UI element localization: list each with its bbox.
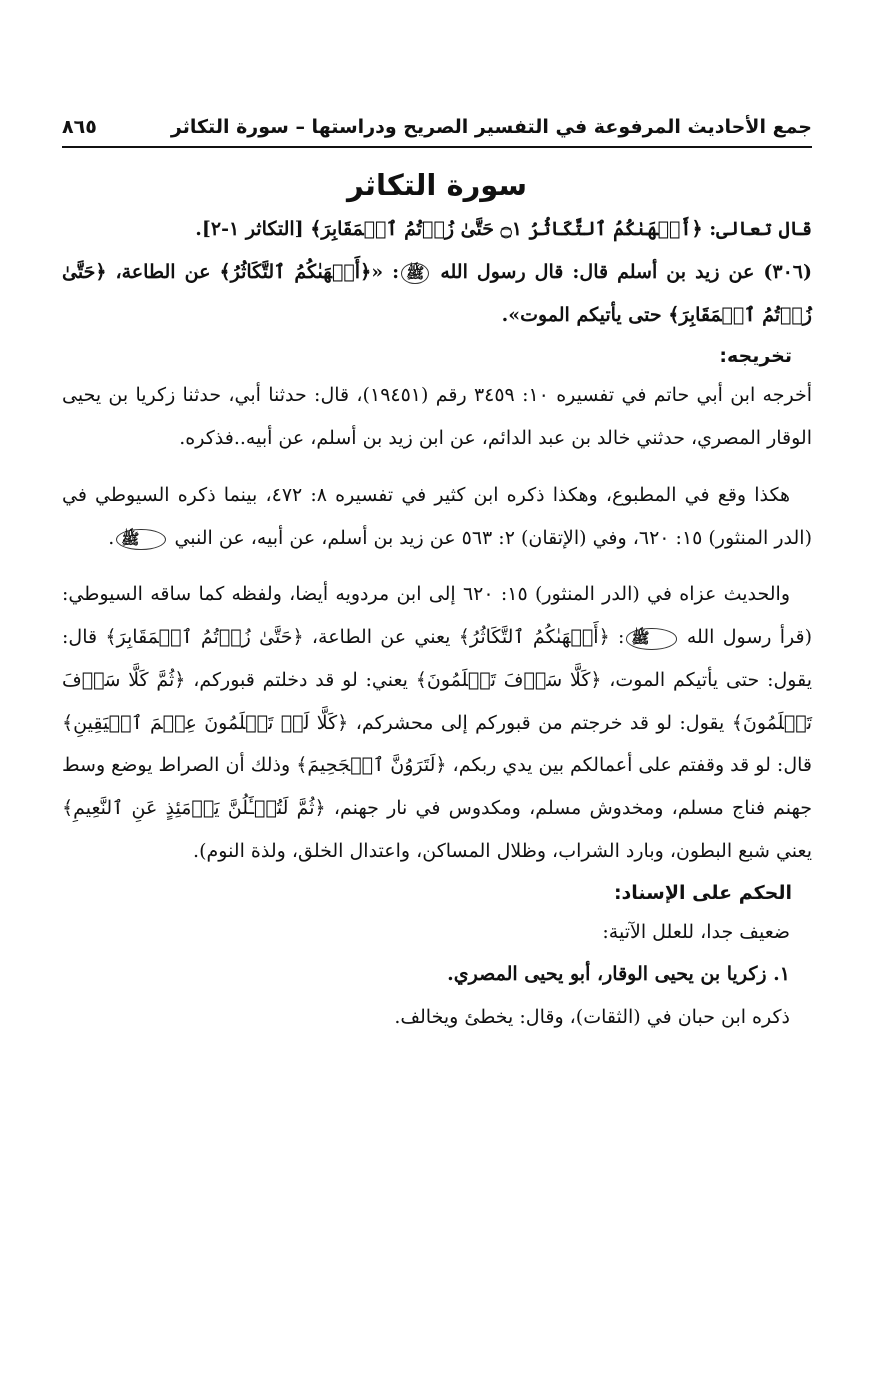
saw-symbol: ﷺ	[116, 529, 166, 551]
page-number: ٨٦٥	[62, 116, 97, 138]
ruling-item-1: ١. زكريا بن يحيى الوقار، أبو يحيى المصري.	[447, 963, 790, 986]
ruling-intro: ضعيف جدا، للعلل الآتية:	[602, 920, 790, 943]
hadith-text-start: (٣٠٦) عن زيد بن أسلم قال: قال رسول الله	[440, 260, 813, 283]
takhrij-paragraph-2-text: هكذا وقع في المطبوع، وهكذا ذكره ابن كثير في تفسيره ٨: ٤٧٢، بينما ذكره السيوطي في (الدر المنثور) ١٥: ٦٢٠، وفي (الإتقان) ٢: ٥٦٣ عن زيد بن أسلم، عن أبيه، عن النبي	[62, 483, 812, 549]
verse-line: قال تعالى: ﴿أَلۡهَىٰكُمُ ٱلتَّكَاثُرُ ۝١ حَتَّىٰ زُرۡتُمُ ٱلۡمَقَابِرَ﴾ [التكاثر ١-٢].	[195, 218, 812, 240]
page	[62, 112, 812, 1039]
takhrij-paragraph-1: أخرجه ابن أبي حاتم في تفسيره ١٠: ٣٤٥٩ رقم (١٩٤٥١)، قال: حدثنا أبي، حدثنا زكريا بن يحيى الوقار المصري، حدثني خالد بن عبد الدائم، عن ابن زيد بن أسلم، عن أبيه..فذكره.	[62, 384, 812, 450]
hadith-text-end: : «﴿أَلۡهَىٰكُمُ ٱلتَّكَاثُرُ﴾ عن الطاعة، ﴿حَتَّىٰ زُرۡتُمُ ٱلۡمَقَابِرَ﴾ حتى يأتيكم الموت».	[62, 260, 812, 326]
spacer	[62, 559, 812, 573]
takhrij-paragraph-2	[62, 474, 812, 560]
takhrij-paragraph-3-end: : ﴿أَلۡهَىٰكُمُ ٱلتَّكَاثُرُ﴾ يعني عن الطاعة، ﴿حَتَّىٰ زُرۡتُمُ ٱلۡمَقَابِرَ﴾ قال: يقول: حتى يأتيكم الموت، ﴿كَلَّا سَوۡفَ تَعۡلَمُونَ﴾ يعني: لو قد دخلتم قبوركم، ﴿ثُمَّ كَلَّا سَوۡفَ تَعۡلَمُونَ﴾ يقول: لو قد خرجتم من قبوركم إلى محشركم، ﴿كَلَّا لَوۡ تَعۡلَمُونَ عِلۡمَ ٱلۡيَقِينِ﴾ قال: لو قد وقفتم على أعمالكم بين يدي ربكم، ﴿لَتَرَوُنَّ ٱلۡجَحِيمَ﴾ وذلك أن الصراط يوضع وسط جهنم فناج مسلم، ومخدوش مسلم، ومكدوس في نار جهنم، ﴿ثُمَّ لَتُسۡـَٔلُنَّ يَوۡمَئِذٍ عَنِ ٱلنَّعِيمِ﴾ يعني شبع البطون، وبارد الشراب، وظلال المساكن، واعتدال الخلق، ولذة النوم).	[62, 626, 812, 862]
ruling-heading: الحكم على الإسناد:	[613, 881, 792, 904]
page-header	[62, 112, 812, 148]
takhrij-paragraph-2-end: .	[108, 526, 115, 549]
saw-symbol: ﷺ	[401, 263, 429, 285]
spacer	[62, 460, 812, 474]
hadith-text	[62, 251, 812, 337]
takhrij-paragraph-3-text: والحديث عزاه في (الدر المنثور) ١٥: ٦٢٠ إلى ابن مردويه أيضا، ولفظه كما ساقه السيوطي: (قرأ رسول الله	[62, 583, 812, 649]
takhrij-paragraph-3	[62, 573, 812, 872]
surah-title: سورة التكاثر	[347, 168, 527, 202]
takhrij-heading: تخريجه:	[719, 345, 792, 368]
running-title: جمع الأحاديث المرفوعة في التفسير الصريح ودراستها – سورة التكاثر	[170, 116, 812, 138]
ruling-item-1-note: ذكره ابن حبان في (الثقات)، وقال: يخطئ ويخالف.	[394, 1006, 790, 1029]
saw-symbol: ﷺ	[626, 628, 676, 650]
